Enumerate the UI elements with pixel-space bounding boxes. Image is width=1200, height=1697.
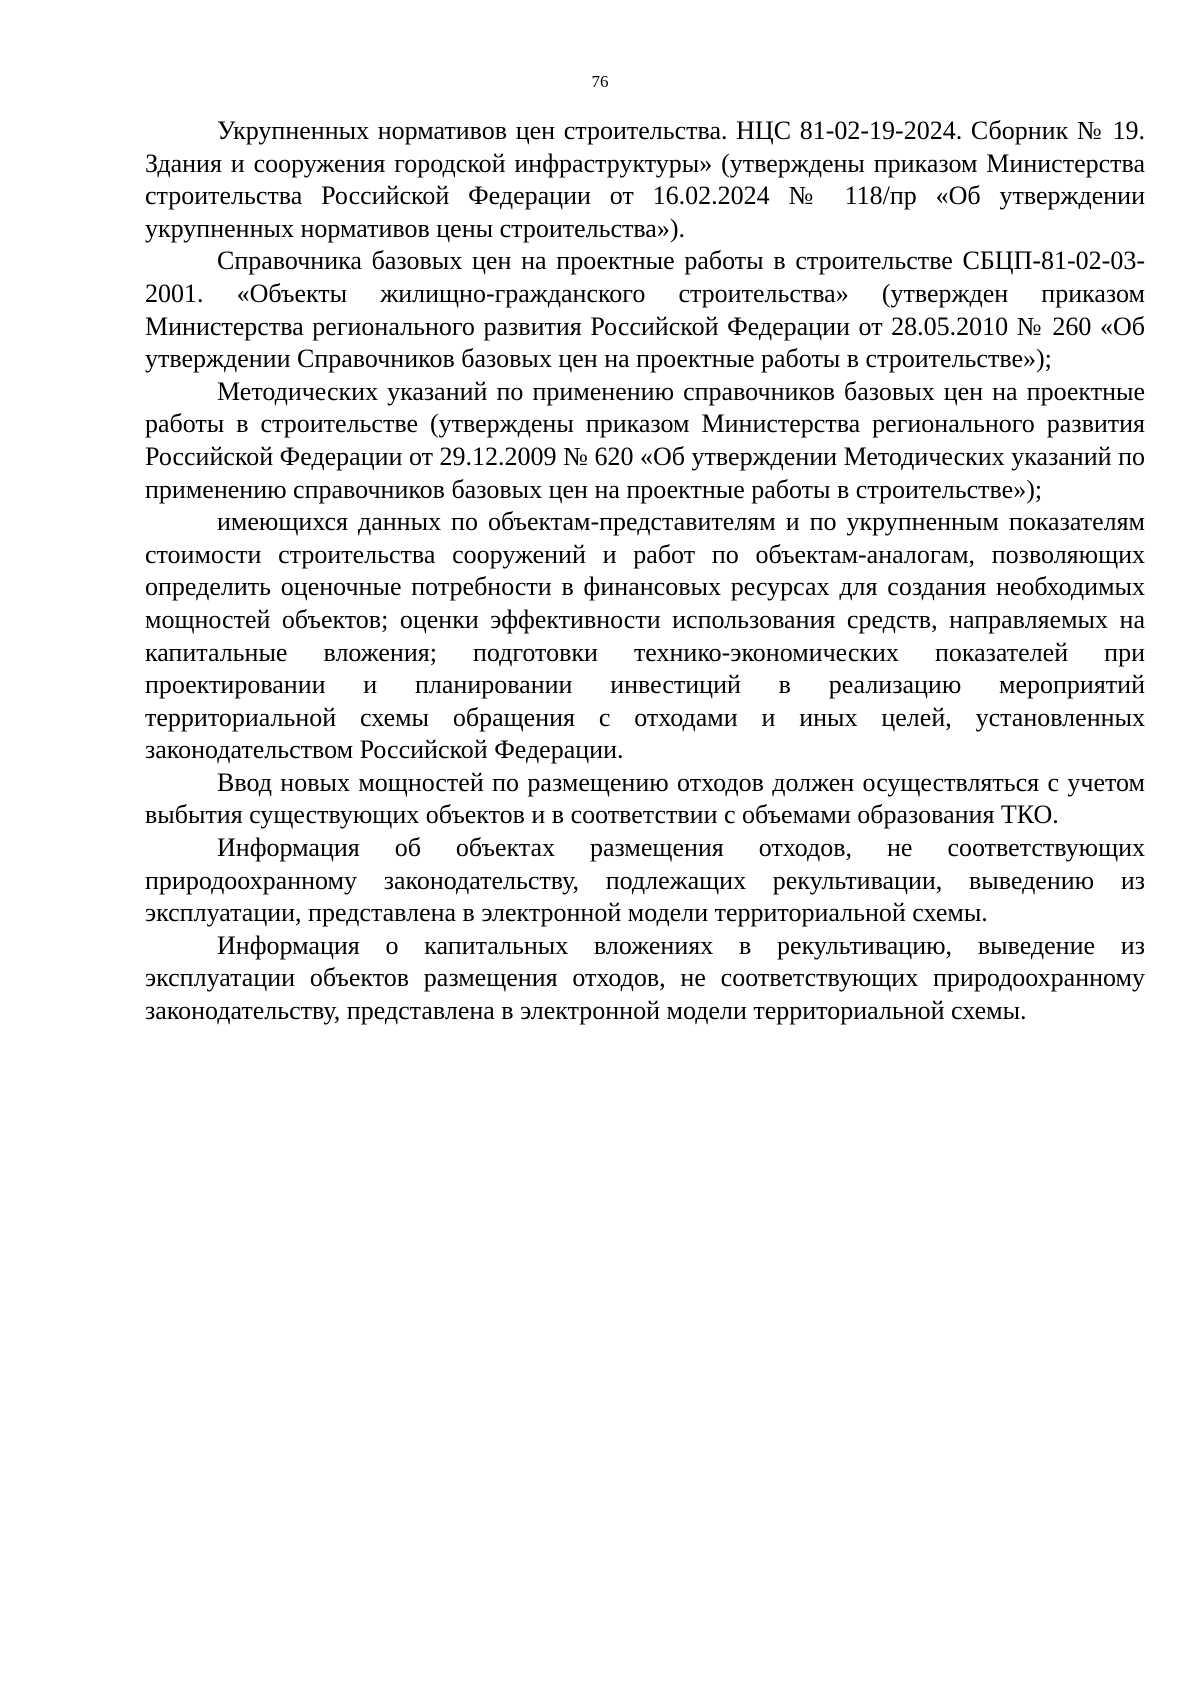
paragraph-capital-investment-info: Информация о капитальных вложениях в рекультивацию, выведение из эксплуатации объектов размещения отходов, не соответствующих природоохранному законодательству, представлена в электронной модели территориальной схемы. — [145, 930, 1145, 1026]
paragraph-ncs-reference: Укрупненных нормативов цен строительства. НЦС 81-02-19-2024. Сборник № 19. Здания и сооружения городской инфраструктуры» (утверждены приказом Министерства строительства Российской Федерации от 16.02.2024 № 118/пр «Об утверждении укрупненных нормативов цены строительства»). — [145, 116, 1145, 243]
document-body — [145, 115, 1145, 1028]
paragraph-available-data: имеющихся данных по объектам-представителям и по укрупненным показателям стоимости строительства сооружений и работ по объектам-аналогам, позволяющих определить оценочные потребности в финансовых ресурсах для создания необходимых мощностей объектов; оценки эффективности использования средств, направляемых на капитальные вложения; подготовки технико-экономических показателей при проектировании и планировании инвестиций в реализацию мероприятий территориальной схемы обращения с отходами и иных целей, установленных законодательством Российской Федерации. — [145, 507, 1145, 765]
page-number: 76 — [591, 72, 609, 91]
paragraph-sbcp-reference: Справочника базовых цен на проектные работы в строительстве СБЦП-81-02-03-2001. «Объекты жилищно-гражданского строительства» (утвержден приказом Министерства регионального развития Российской Федерации от 28.05.2010 № 260 «Об утверждении Справочников базовых цен на проектные работы в строительстве»); — [145, 246, 1145, 374]
paragraph-noncompliant-objects-info: Информация об объектах размещения отходов, не соответствующих природоохранному законодательству, подлежащих рекультивации, выведению из эксплуатации, представлена в электронной модели территориальной схемы. — [145, 833, 1145, 928]
paragraph-new-capacities: Ввод новых мощностей по размещению отходов должен осуществляться с учетом выбытия существующих объектов и в соответствии с объемами образования ТКО. — [145, 767, 1145, 830]
paragraph-methodical-guidelines: Методических указаний по применению справочников базовых цен на проектные работы в строительстве (утверждены приказом Министерства регионального развития Российской Федерации от 29.12.2009 № 620 «Об утверждении Методических указаний по применению справочников базовых цен на проектные работы в строительстве»); — [145, 376, 1145, 504]
